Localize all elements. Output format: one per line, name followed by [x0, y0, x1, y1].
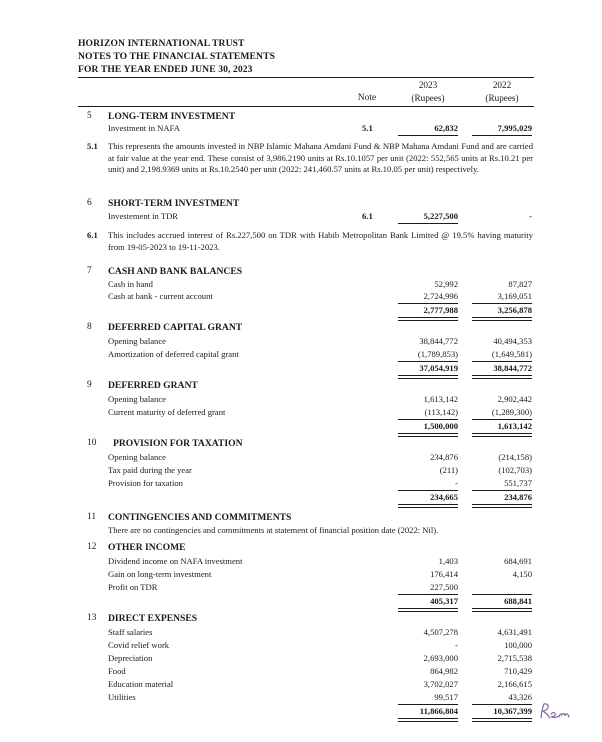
total-2022: 1,613,142 [497, 421, 532, 431]
section-title: SHORT-TERM INVESTMENT [108, 198, 240, 209]
value-2023: 234,876 [430, 452, 458, 462]
col-2022-unit: (Rupees) [485, 93, 519, 103]
paragraph-number: 6.1 [87, 230, 98, 240]
double-rule-2023 [398, 608, 458, 612]
double-rule-2023 [398, 317, 458, 321]
row-label: Current maturity of deferred grant [108, 407, 226, 417]
value-2023: 4,507,278 [423, 627, 458, 637]
total-2022: 3,256,878 [497, 305, 532, 315]
col-2023-year: 2023 [418, 80, 438, 90]
section-number: 8 [87, 322, 92, 332]
row-label: Profit on TDR [108, 582, 158, 592]
section-title: LONG-TERM INVESTMENT [108, 111, 236, 122]
section-number: 13 [87, 613, 97, 623]
total-rule-2023 [398, 223, 458, 224]
subtotal-rule-2022 [472, 490, 532, 491]
value-2023: 99,517 [434, 692, 458, 702]
header-rule [78, 77, 534, 78]
value-2022: 684,691 [504, 556, 532, 566]
subtotal-rule-2023 [398, 361, 458, 362]
double-rule-2022 [472, 317, 532, 321]
subtotal-rule-2022 [472, 303, 532, 304]
row-label: Opening balance [108, 452, 166, 462]
value-2023: 176,414 [430, 569, 458, 579]
note-ref: 6.1 [362, 211, 373, 221]
section-number: 7 [87, 266, 92, 276]
value-2022: 3,169,051 [497, 291, 532, 301]
subtotal-rule-2023 [398, 419, 458, 420]
total-2023: 234,665 [430, 492, 458, 502]
note-ref: 5.1 [362, 123, 373, 133]
section-text: There are no contingencies and commitments at statement of financial position date (2022: Nil). [108, 525, 439, 535]
value-2023: 2,693,000 [423, 653, 458, 663]
double-rule-2023 [398, 375, 458, 379]
row-label: Tax paid during the year [108, 465, 192, 475]
total-2022: 10,367,399 [493, 706, 532, 716]
value-2022: - [529, 211, 532, 221]
subtotal-rule-2023 [398, 490, 458, 491]
note-paragraph: This includes accrued interest of Rs.227,500 on TDR with Habib Metropolitan Bank Limited @ 19.5% having maturity from 19-05-2023 to 19-11-2023. [108, 230, 533, 252]
row-label: Amortization of deferred capital grant [108, 349, 239, 359]
section-number: 12 [87, 542, 97, 552]
section-number: 6 [87, 198, 92, 208]
row-label: Cash at bank - current account [108, 291, 213, 301]
double-rule-2022 [472, 718, 532, 722]
value-2023: - [455, 478, 458, 488]
value-2022: 43,326 [508, 692, 532, 702]
value-2023: 62,832 [434, 123, 458, 133]
column-header-rule [78, 106, 534, 107]
double-rule-2022 [472, 433, 532, 437]
value-2023: 1,403 [438, 556, 458, 566]
value-2023: 38,844,772 [419, 336, 458, 346]
row-label: Covid relief work [108, 640, 170, 650]
section-number: 10 [87, 438, 97, 448]
report-period: FOR THE YEAR ENDED JUNE 30, 2023 [78, 64, 253, 75]
value-2022: (1,289,300) [491, 407, 532, 417]
value-2022: 2,166,615 [497, 679, 532, 689]
value-2022: (214,158) [498, 452, 532, 462]
total-2023: 37,054,919 [419, 363, 458, 373]
col-2023-unit: (Rupees) [411, 93, 445, 103]
handwritten-initials [538, 700, 578, 722]
subtotal-rule-2022 [472, 361, 532, 362]
row-label: Staff salaries [108, 627, 153, 637]
total-2023: 2,777,988 [423, 305, 458, 315]
value-2023: - [455, 640, 458, 650]
section-number: 5 [87, 111, 92, 121]
subtotal-rule-2023 [398, 303, 458, 304]
report-entity-title: HORIZON INTERNATIONAL TRUST [78, 38, 245, 49]
row-label: Provision for taxation [108, 478, 183, 488]
value-2022: (102,703) [498, 465, 532, 475]
value-2022: 4,150 [512, 569, 532, 579]
value-2023: 3,702,027 [423, 679, 458, 689]
report-subtitle: NOTES TO THE FINANCIAL STATEMENTS [78, 51, 276, 62]
total-2022: 38,844,772 [493, 363, 532, 373]
value-2023: 864,982 [430, 666, 458, 676]
double-rule-2022 [472, 504, 532, 508]
total-2023: 1,500,000 [423, 421, 458, 431]
value-2022: 87,827 [508, 279, 532, 289]
row-label: Dividend income on NAFA investment [108, 556, 243, 566]
double-rule-2023 [398, 718, 458, 722]
subtotal-rule-2022 [472, 594, 532, 595]
row-label: Opening balance [108, 394, 166, 404]
value-2022: 7,995,029 [497, 123, 532, 133]
double-rule-2023 [398, 504, 458, 508]
value-2023: (1,789,853) [417, 349, 458, 359]
section-title: DIRECT EXPENSES [108, 613, 198, 624]
col-note: Note [357, 93, 377, 103]
paragraph-number: 5.1 [87, 141, 98, 151]
total-2023: 405,317 [430, 596, 458, 606]
row-label: Utilities [108, 692, 136, 702]
note-paragraph: This represents the amounts invested in NBP Islamic Mahana Amdani Fund & NBP Mahana Amdani Fund and are carried at fair value at the year end. These consist of 3,986.2190 units at Rs.10.1057 per unit (2022: 552,565 units at Rs.10.21 per unit) and 2,198.9369 units at Rs.10.2540 per unit (2022: 241,460.57 units at Rs.10.05 per unit) respectively. [108, 141, 533, 175]
double-rule-2022 [472, 375, 532, 379]
value-2022: 2,902,442 [497, 394, 532, 404]
total-2022: 234,876 [504, 492, 532, 502]
value-2023: 52,992 [434, 279, 458, 289]
section-number: 11 [87, 512, 97, 522]
row-label: Depreciation [108, 653, 153, 663]
row-label: Education material [108, 679, 174, 689]
section-title: CONTINGENCIES AND COMMITMENTS [108, 512, 292, 523]
row-label: Cash in hand [108, 279, 153, 289]
value-2023: 1,613,142 [423, 394, 458, 404]
subtotal-rule-2023 [398, 704, 458, 705]
row-label: Opening balance [108, 336, 166, 346]
value-2023: 5,227,500 [423, 211, 458, 221]
row-label: Investment in NAFA [108, 123, 180, 133]
section-title: OTHER INCOME [108, 542, 186, 553]
double-rule-2022 [472, 608, 532, 612]
subtotal-rule-2022 [472, 704, 532, 705]
section-title: DEFERRED CAPITAL GRANT [108, 322, 243, 333]
col-2022-year: 2022 [492, 80, 512, 90]
value-2022: 100,000 [504, 640, 532, 650]
value-2023: 227,500 [430, 582, 458, 592]
value-2023: 2,724,996 [423, 291, 458, 301]
value-2022: 551,737 [504, 478, 532, 488]
section-title: PROVISION FOR TAXATION [113, 438, 243, 449]
total-2023: 11,866,804 [419, 706, 458, 716]
value-2023: (211) [439, 465, 458, 475]
value-2022: (1,649,581) [491, 349, 532, 359]
subtotal-rule-2023 [398, 594, 458, 595]
value-2022: 710,429 [504, 666, 532, 676]
section-title: CASH AND BANK BALANCES [108, 266, 243, 277]
value-2023: (113,142) [424, 407, 458, 417]
row-label: Gain on long-term investment [108, 569, 212, 579]
row-label: Food [108, 666, 126, 676]
section-number: 9 [87, 380, 92, 390]
row-label: Investement in TDR [108, 211, 179, 221]
total-rule-2023 [398, 135, 458, 136]
total-rule-2022 [472, 135, 532, 136]
double-rule-2023 [398, 433, 458, 437]
value-2022: 4,631,491 [497, 627, 532, 637]
subtotal-rule-2022 [472, 419, 532, 420]
value-2022: 2,715,538 [497, 653, 532, 663]
value-2022: 40,494,353 [493, 336, 532, 346]
total-2022: 688,841 [504, 596, 532, 606]
section-title: DEFERRED GRANT [108, 380, 198, 391]
